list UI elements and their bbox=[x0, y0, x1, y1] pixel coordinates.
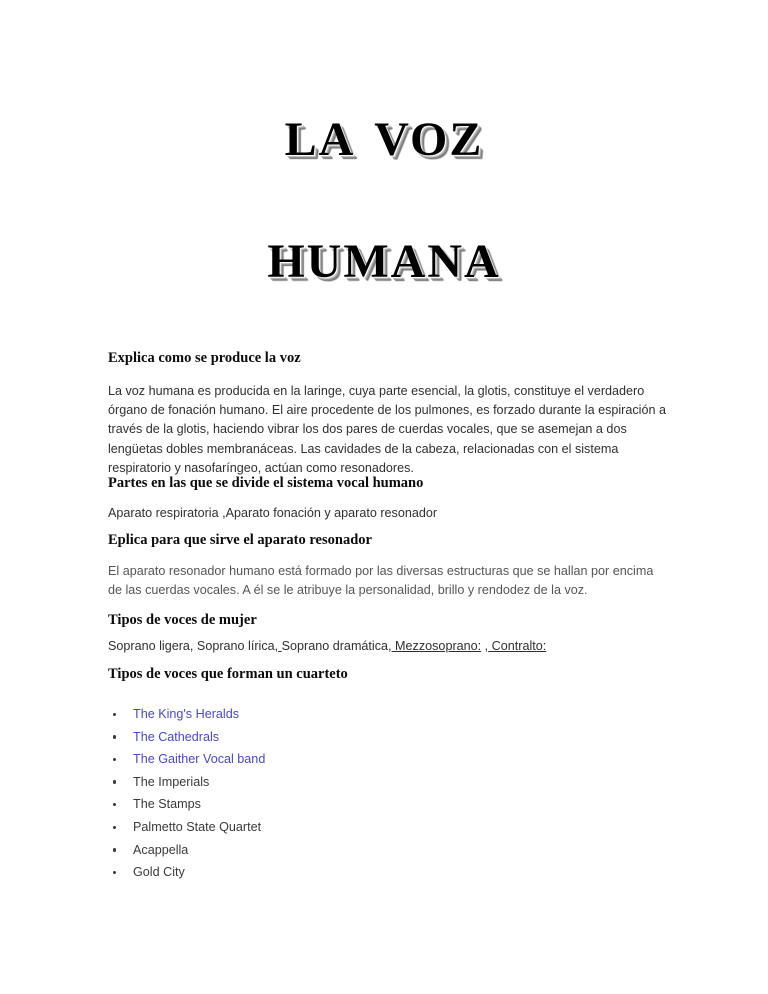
bullet-icon bbox=[113, 713, 116, 716]
document-title bbox=[0, 94, 768, 292]
list-item[interactable] bbox=[108, 703, 670, 726]
paragraph-partes-sistema-vocal: Aparato respiratoria ,Aparato fonación y aparato resonador bbox=[108, 506, 438, 520]
heading-eplica-aparato-resonador: Eplica para que sirve el aparato resonador bbox=[108, 532, 372, 548]
title-line-2: humana bbox=[267, 216, 501, 292]
heading-tipos-de-voces-de-mujer: Tipos de voces de mujer bbox=[108, 612, 257, 628]
paragraph-voz-humana: La voz humana es producida en la laringe, cuya parte esencial, la glotis, constituye el verdadero órgano de fonación humano. El aire procedente de los pulmones, es forzado durante la espiración a través de la glotis, haciendo vibrar los dos pares de cuerdas vocales, que se asemejan a dos lengüetas dobles membranáceas. Las cavidades de la cabeza, relacionadas con el sistema respiratorio y nasofaríngeo, actúan como resonadores. bbox=[108, 384, 666, 475]
list-item bbox=[108, 771, 670, 794]
list-item-label: Acappella bbox=[133, 842, 189, 857]
bullet-icon bbox=[113, 803, 116, 806]
list-item-label: Palmetto State Quartet bbox=[133, 819, 262, 834]
voice-type-segment-2: Soprano dramática, bbox=[281, 639, 392, 653]
list-item[interactable] bbox=[108, 726, 670, 749]
list-item-label: The Imperials bbox=[133, 774, 210, 789]
paragraph-tipos-voces-mujer bbox=[108, 637, 670, 656]
voice-type-segment-0: Soprano ligera, Soprano lírica, bbox=[108, 639, 279, 653]
voice-type-segment-4: , bbox=[481, 639, 489, 653]
heading-tipos-voces-cuarteto: Tipos de voces que forman un cuarteto bbox=[108, 666, 348, 682]
paragraph-aparato-resonador: El aparato resonador humano está formado por las diversas estructuras que se hallan por encima de las cuerdas vocales. A él se le atribuye la personalidad, brillo y rendodez de la voz. bbox=[108, 564, 654, 598]
list-item-label[interactable]: The Cathedrals bbox=[133, 729, 220, 744]
voice-type-segment-5: Contralto: bbox=[488, 639, 547, 653]
list-item-label: The Stamps bbox=[133, 797, 201, 812]
list-item-label[interactable]: The King's Heralds bbox=[133, 707, 240, 721]
quartet-list bbox=[108, 703, 670, 884]
list-item-label: Gold City bbox=[133, 865, 185, 880]
heading-explica-como-se-produce-la-voz: Explica como se produce la voz bbox=[108, 350, 301, 366]
list-item[interactable] bbox=[108, 748, 670, 771]
list-item-label[interactable]: The Gaither Vocal band bbox=[133, 752, 266, 767]
title-line-1: la voz bbox=[284, 94, 484, 170]
list-item bbox=[108, 861, 670, 884]
bullet-icon bbox=[113, 780, 116, 783]
bullet-icon bbox=[113, 826, 116, 829]
bullet-icon bbox=[113, 758, 116, 761]
bullet-icon bbox=[113, 871, 116, 874]
bullet-icon bbox=[113, 848, 116, 851]
voice-type-segment-3: Mezzosoprano: bbox=[391, 639, 482, 653]
list-item bbox=[108, 839, 670, 862]
heading-partes-sistema-vocal: Partes en las que se divide el sistema vocal humano bbox=[108, 475, 424, 491]
list-item bbox=[108, 793, 670, 816]
bullet-icon bbox=[113, 735, 116, 738]
list-item bbox=[108, 816, 670, 839]
